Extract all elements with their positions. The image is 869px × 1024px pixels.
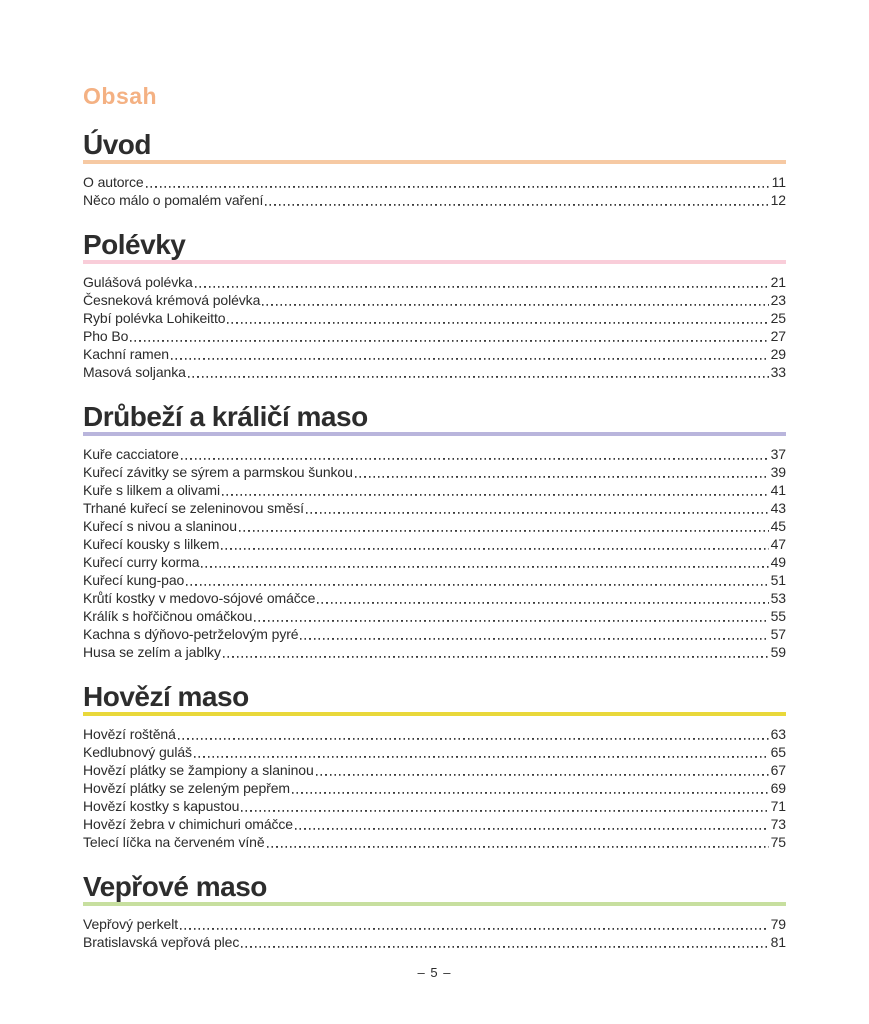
entry-page-number: 47 (770, 536, 786, 552)
toc-entry (83, 743, 786, 761)
dot-leader (195, 277, 769, 291)
entry-label: Trhané kuřecí se zeleninovou směsí (83, 500, 304, 516)
toc-entry (83, 309, 786, 327)
dot-leader (316, 765, 769, 779)
entry-page-number: 79 (770, 916, 786, 932)
entry-page-number: 25 (770, 310, 786, 326)
dot-leader (262, 295, 768, 309)
toc-entry (83, 273, 786, 291)
entry-page-number: 71 (770, 798, 786, 814)
dot-leader (201, 557, 768, 571)
entry-page-number: 33 (770, 364, 786, 380)
toc-section (83, 229, 786, 381)
entry-label: Hovězí žebra v chimichuri omáčce (83, 816, 293, 832)
entry-label: Česneková krémová polévka (83, 292, 261, 308)
entry-page-number: 75 (770, 834, 786, 850)
entry-list (83, 725, 786, 851)
entry-page-number: 57 (770, 626, 786, 642)
entry-list (83, 173, 786, 209)
entry-page-number: 45 (770, 518, 786, 534)
entry-label: Masová soljanka (83, 364, 186, 380)
toc-entry (83, 463, 786, 481)
toc-entry (83, 291, 786, 309)
entry-label: Králík s hořčičnou omáčkou (83, 608, 253, 624)
toc-entry (83, 607, 786, 625)
entry-label: Kuře cacciatore (83, 446, 179, 462)
toc-entry (83, 725, 786, 743)
section-heading: Drůbeží a králičí maso (83, 401, 368, 432)
entry-page-number: 51 (770, 572, 786, 588)
entry-page-number: 43 (770, 500, 786, 516)
dot-leader (292, 783, 769, 797)
dot-leader (295, 819, 769, 833)
entry-page-number: 81 (770, 934, 786, 950)
toc-entry (83, 815, 786, 833)
dot-leader (317, 593, 768, 607)
dot-leader (186, 575, 768, 589)
entry-label: Kedlubnový guláš (83, 744, 192, 760)
entry-label: Kachna s dýňovo-petrželovým pyré (83, 626, 299, 642)
section-rule (83, 902, 786, 906)
dot-leader (241, 801, 768, 815)
entry-label: O autorce (83, 174, 144, 190)
entry-label: Něco málo o pomalém vaření (83, 192, 264, 208)
page-number-footer: – 5 – (417, 965, 452, 980)
dot-leader (130, 331, 768, 345)
page-title: Obsah (83, 83, 158, 109)
toc-entry (83, 625, 786, 643)
entry-page-number: 12 (770, 192, 786, 208)
dot-leader (300, 629, 768, 643)
entry-label: Kuře s lilkem a olivami (83, 482, 220, 498)
toc-entry (83, 191, 786, 209)
toc-entry (83, 327, 786, 345)
entry-page-number: 67 (770, 762, 786, 778)
entry-page-number: 27 (770, 328, 786, 344)
toc-entry (83, 761, 786, 779)
entry-page-number: 29 (770, 346, 786, 362)
toc-entry (83, 517, 786, 535)
dot-leader (355, 467, 769, 481)
dot-leader (146, 177, 770, 191)
dot-leader (194, 747, 769, 761)
dot-leader (267, 837, 769, 851)
entry-page-number: 65 (770, 744, 786, 760)
dot-leader (222, 485, 769, 499)
toc-entry (83, 363, 786, 381)
dot-leader (306, 503, 769, 517)
entry-label: Vepřový perkelt (83, 916, 178, 932)
entry-page-number: 59 (770, 644, 786, 660)
entry-label: Hovězí plátky se žampiony a slaninou (83, 762, 314, 778)
toc-entry (83, 553, 786, 571)
entry-page-number: 55 (770, 608, 786, 624)
dot-leader (239, 521, 769, 535)
section-heading: Úvod (83, 129, 151, 160)
dot-leader (223, 647, 769, 661)
toc-entry (83, 915, 786, 933)
dot-leader (180, 919, 769, 933)
entry-label: Rybí polévka Lohikeitto (83, 310, 226, 326)
entry-page-number: 11 (771, 174, 786, 190)
entry-page-number: 69 (770, 780, 786, 796)
entry-label: Gulášová polévka (83, 274, 193, 290)
dot-leader (227, 313, 768, 327)
section-heading: Vepřové maso (83, 871, 267, 902)
entry-page-number: 73 (770, 816, 786, 832)
section-rule (83, 160, 786, 164)
toc-entry (83, 345, 786, 363)
entry-list (83, 445, 786, 661)
entry-label: Kuřecí závitky se sýrem a parmskou šunkou (83, 464, 353, 480)
entry-page-number: 53 (770, 590, 786, 606)
dot-leader (171, 349, 769, 363)
toc-sections (83, 129, 786, 951)
entry-label: Kuřecí kung-pao (83, 572, 185, 588)
entry-label: Hovězí kostky s kapustou (83, 798, 240, 814)
dot-leader (221, 539, 768, 553)
toc-entry (83, 779, 786, 797)
toc-section (83, 681, 786, 851)
toc-entry (83, 797, 786, 815)
entry-label: Kuřecí curry korma (83, 554, 200, 570)
toc-section (83, 129, 786, 209)
entry-label: Hovězí plátky se zeleným pepřem (83, 780, 290, 796)
entry-label: Kachní ramen (83, 346, 169, 362)
dot-leader (181, 449, 769, 463)
section-rule (83, 260, 786, 264)
entry-page-number: 49 (770, 554, 786, 570)
entry-page-number: 41 (770, 482, 786, 498)
entry-label: Husa se zelím a jablky (83, 644, 221, 660)
dot-leader (188, 367, 769, 381)
entry-page-number: 63 (770, 726, 786, 742)
entry-label: Kuřecí s nivou a slaninou (83, 518, 237, 534)
section-rule (83, 712, 786, 716)
toc-section (83, 401, 786, 661)
entry-label: Kuřecí kousky s lilkem (83, 536, 220, 552)
toc-entry (83, 499, 786, 517)
dot-leader (241, 937, 768, 951)
entry-list (83, 273, 786, 381)
entry-label: Telecí líčka na červeném víně (83, 834, 265, 850)
toc-entry (83, 173, 786, 191)
toc-entry (83, 933, 786, 951)
entry-page-number: 39 (770, 464, 786, 480)
entry-label: Bratislavská vepřová plec (83, 934, 240, 950)
section-heading: Polévky (83, 229, 186, 260)
dot-leader (178, 729, 769, 743)
entry-label: Hovězí roštěná (83, 726, 176, 742)
toc-entry (83, 571, 786, 589)
section-rule (83, 432, 786, 436)
toc-section (83, 871, 786, 951)
toc-entry (83, 445, 786, 463)
entry-page-number: 23 (770, 292, 786, 308)
toc-entry (83, 833, 786, 851)
entry-label: Krůtí kostky v medovo-sójové omáčce (83, 590, 316, 606)
entry-list (83, 915, 786, 951)
section-heading: Hovězí maso (83, 681, 249, 712)
entry-page-number: 37 (770, 446, 786, 462)
toc-entry (83, 589, 786, 607)
toc-entry (83, 481, 786, 499)
dot-leader (254, 611, 768, 625)
toc-entry (83, 535, 786, 553)
entry-page-number: 21 (770, 274, 786, 290)
toc-entry (83, 643, 786, 661)
dot-leader (265, 195, 768, 209)
entry-label: Pho Bo (83, 328, 129, 344)
